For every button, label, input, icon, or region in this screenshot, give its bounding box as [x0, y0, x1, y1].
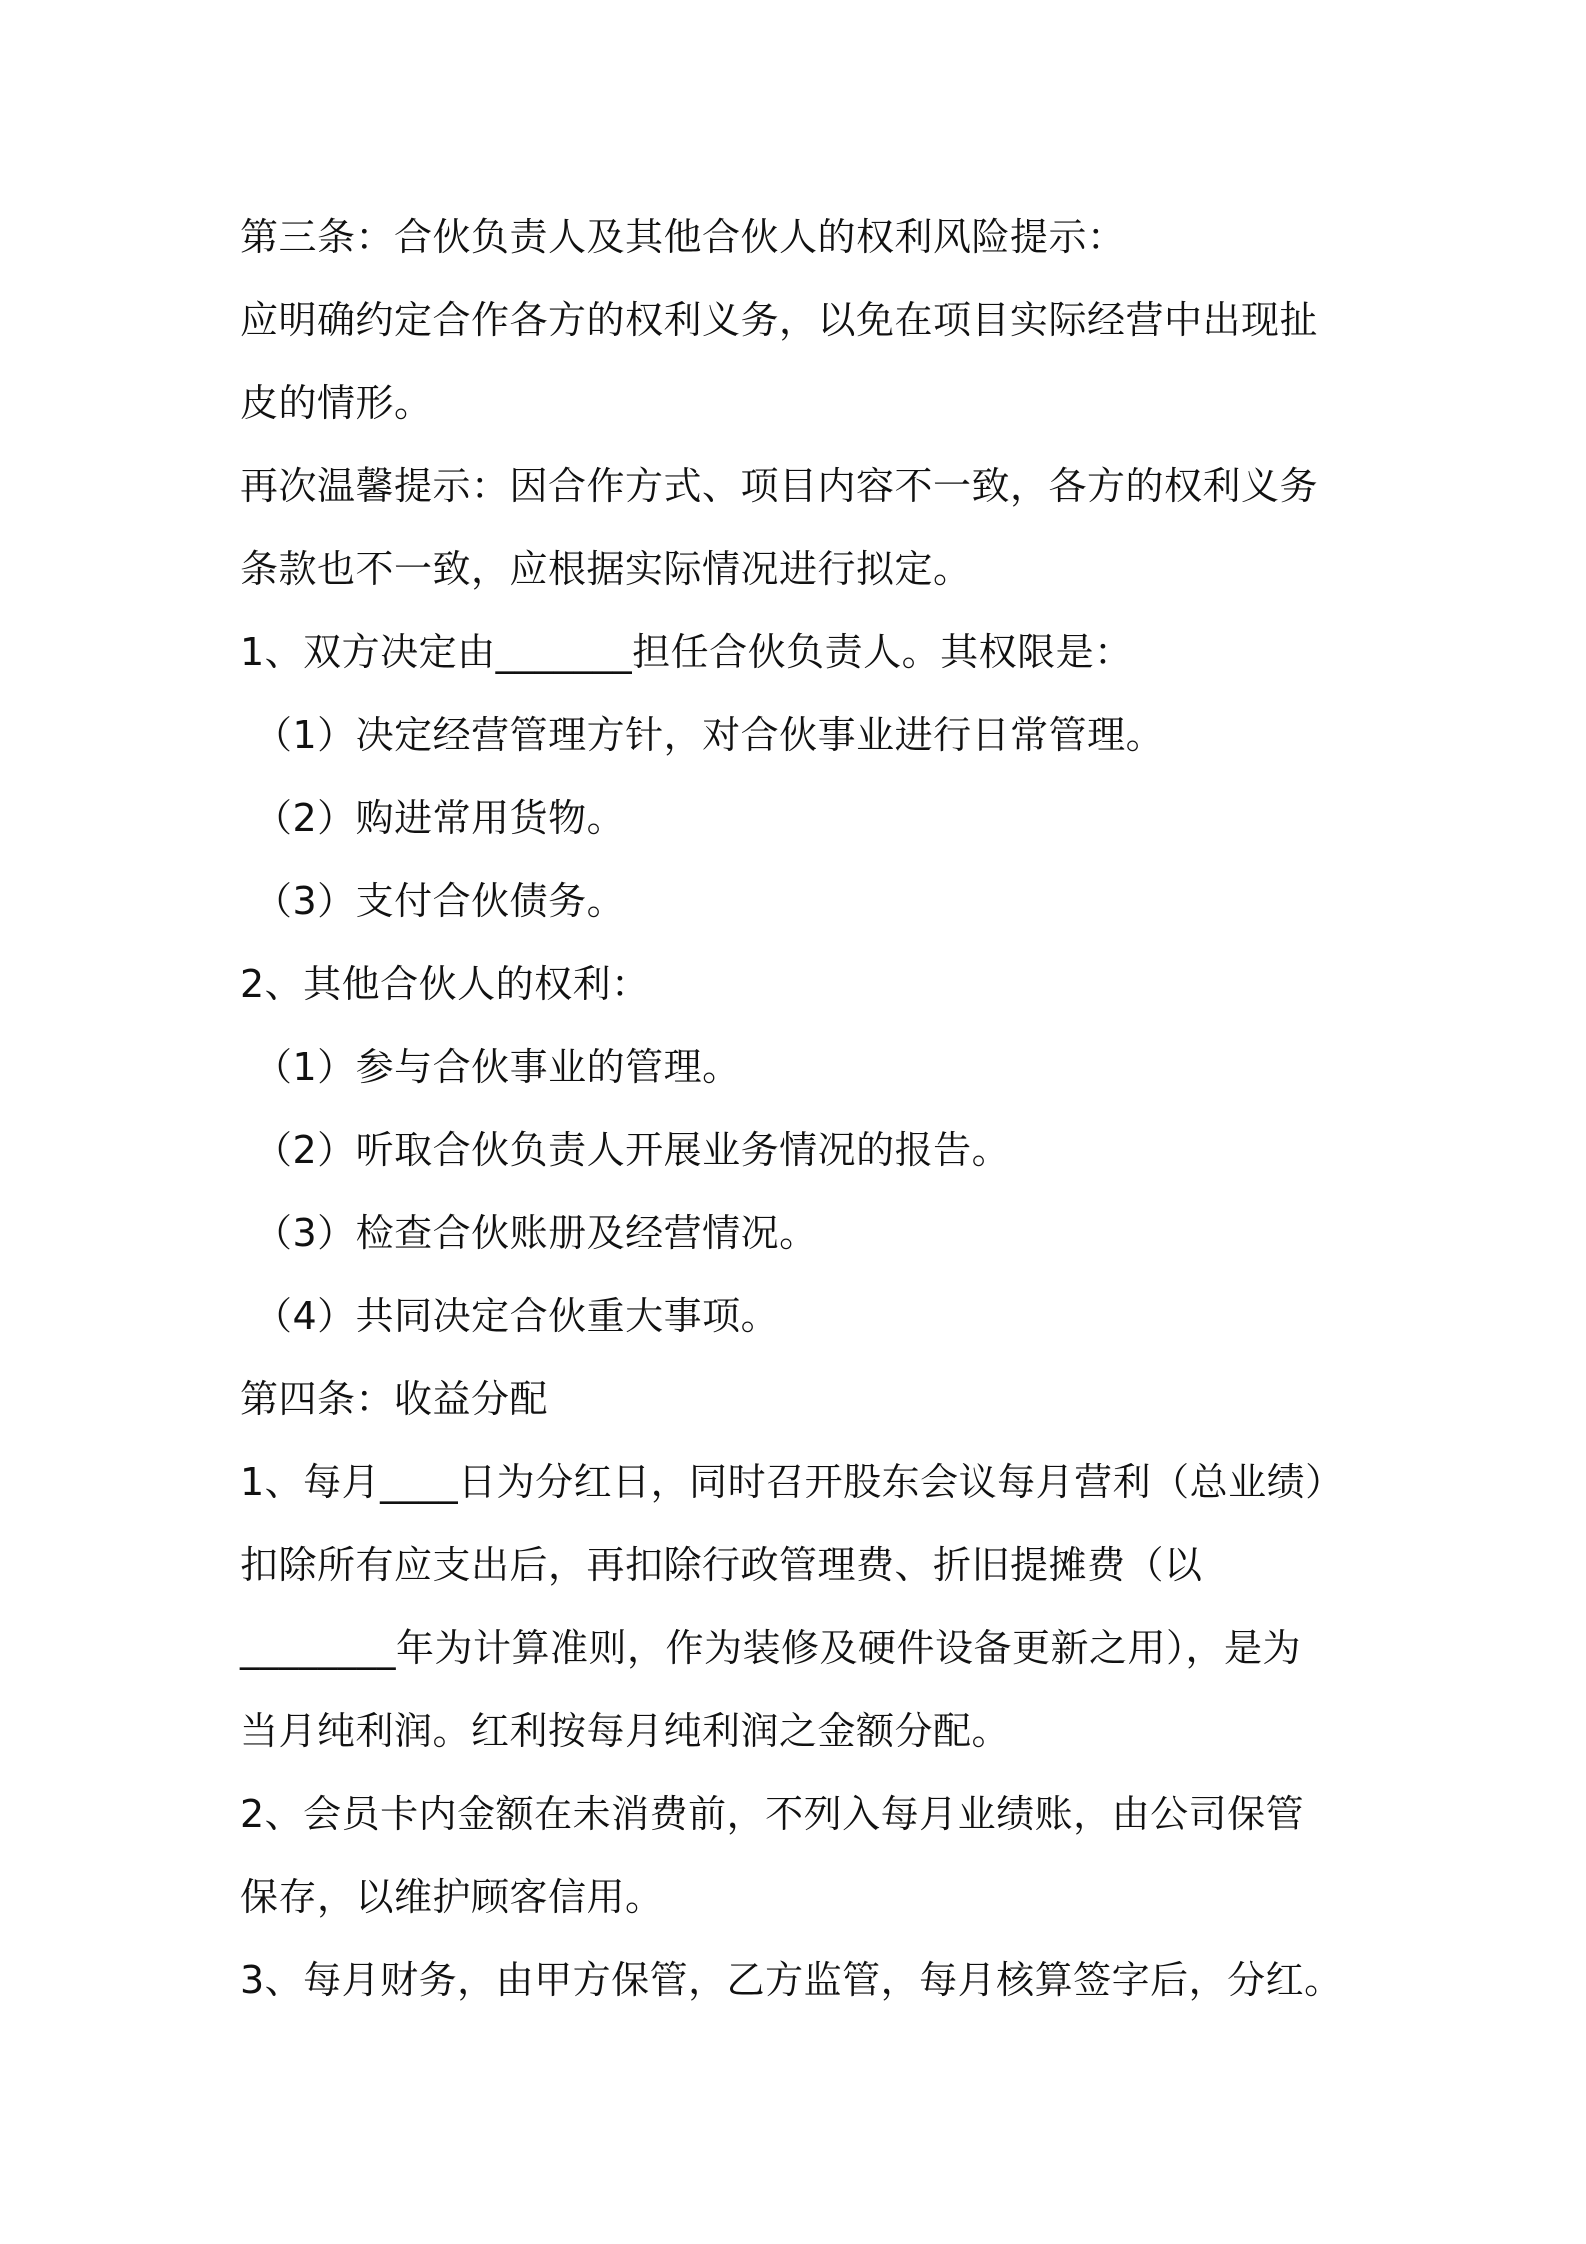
sub-clause-item: （4）共同决定合伙重大事项。: [254, 1294, 780, 1338]
document-body: [240, 196, 1370, 2022]
paragraph-line: 保存，以维护顾客信用。: [240, 1875, 664, 1919]
clause-item: 1、每月____日为分红日，同时召开股东会议每月营利（总业绩）: [240, 1460, 1344, 1504]
sub-clause-item: （3）支付合伙债务。: [254, 879, 626, 923]
paragraph-line: ________年为计算准则，作为装修及硬件设备更新之用），是为: [240, 1626, 1302, 1670]
paragraph-line: 当月纯利润。红利按每月纯利润之金额分配。: [240, 1709, 1011, 1753]
clause-item: 1、双方决定由_______担任合伙负责人。其权限是：: [240, 630, 1133, 674]
paragraph-line: 扣除所有应支出后，再扣除行政管理费、折旧提摊费（以: [240, 1543, 1203, 1587]
sub-clause-item: （2）购进常用货物。: [254, 796, 626, 840]
paragraph-line: 皮的情形。: [240, 381, 433, 425]
sub-clause-item: （1）参与合伙事业的管理。: [254, 1045, 741, 1089]
paragraph-line: 再次温馨提示：因合作方式、项目内容不一致，各方的权利义务: [240, 464, 1319, 508]
article-4-heading: 第四条：收益分配: [240, 1377, 549, 1421]
sub-clause-item: （1）决定经营管理方针，对合伙事业进行日常管理。: [254, 713, 1165, 757]
article-3-heading: 第三条：合伙负责人及其他合伙人的权利风险提示：: [240, 215, 1126, 259]
clause-item: 2、其他合伙人的权利：: [240, 962, 650, 1006]
clause-item: 2、会员卡内金额在未消费前，不列入每月业绩账，由公司保管: [240, 1792, 1305, 1836]
paragraph-line: 应明确约定合作各方的权利义务，以免在项目实际经营中出现扯: [240, 298, 1319, 342]
sub-clause-item: （2）听取合伙负责人开展业务情况的报告。: [254, 1128, 1011, 1172]
sub-clause-item: （3）检查合伙账册及经营情况。: [254, 1211, 818, 1255]
clause-item: 3、每月财务，由甲方保管，乙方监管，每月核算签字后，分红。: [240, 1958, 1343, 2002]
paragraph-line: 条款也不一致，应根据实际情况进行拟定。: [240, 547, 972, 591]
